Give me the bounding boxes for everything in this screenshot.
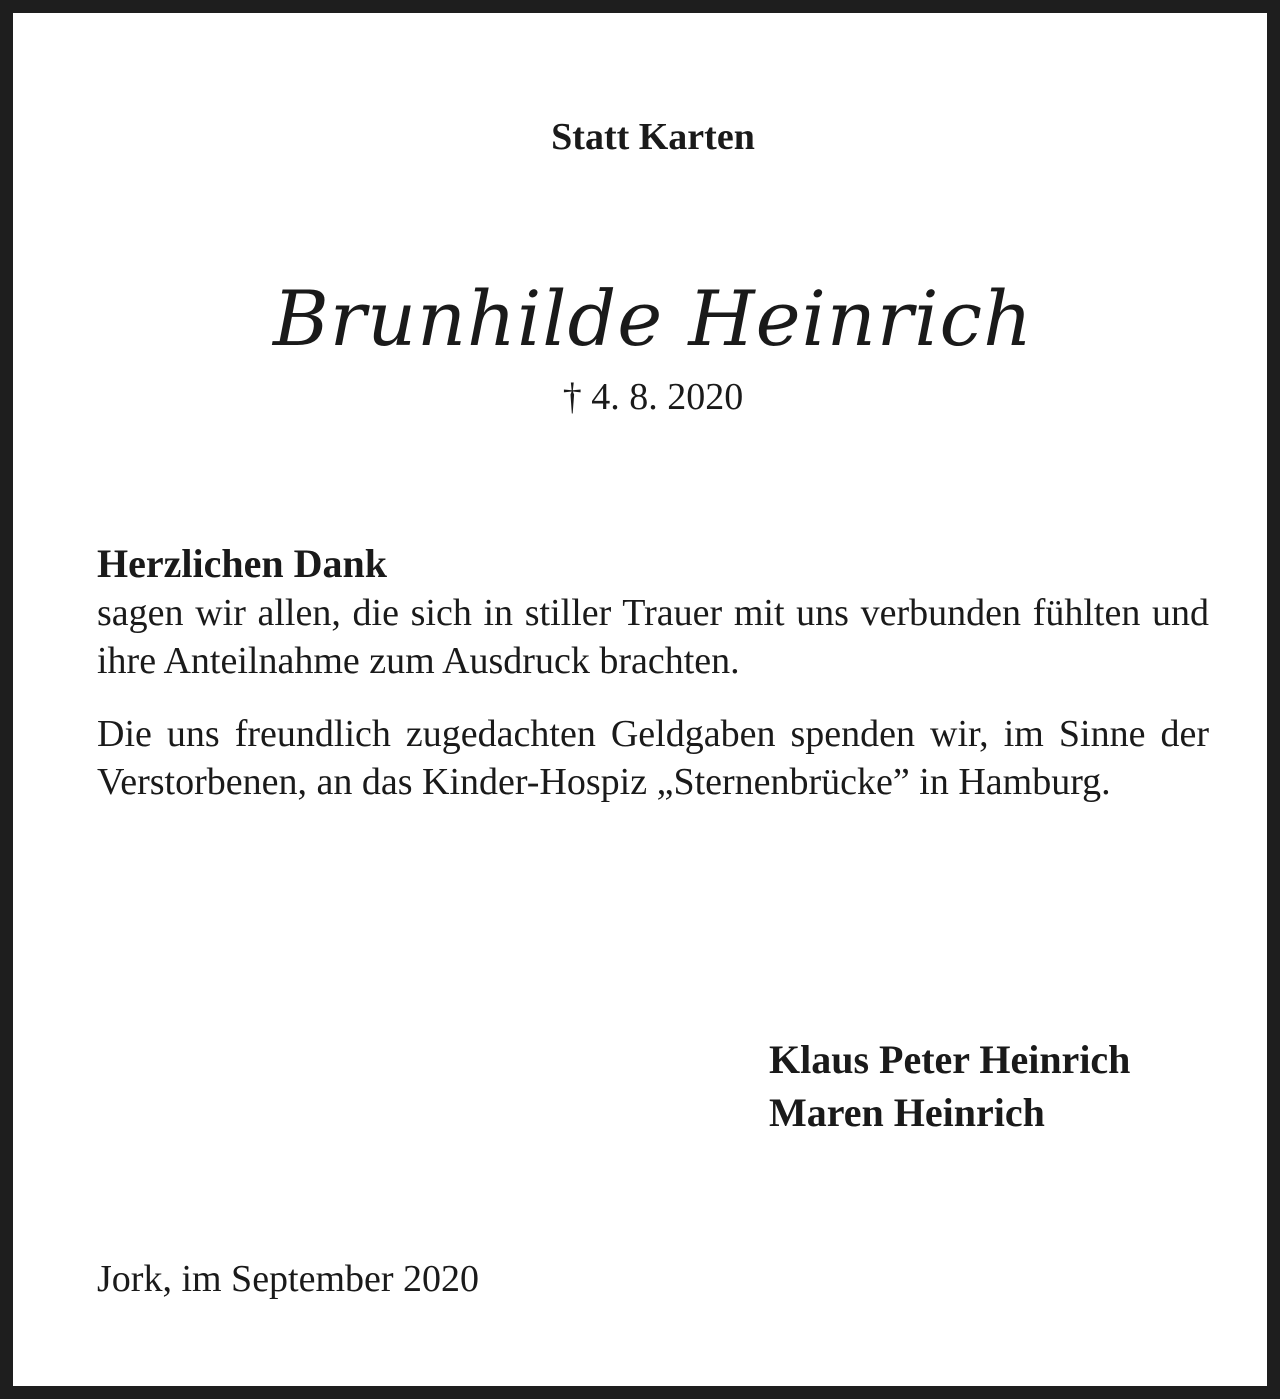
place-and-date: Jork, im September 2020 [97,1258,480,1300]
header-statt-karten: Statt Karten [551,116,755,158]
signer-name: Klaus Peter Heinrich [769,1037,1131,1082]
signer-name: Maren Heinrich [769,1090,1045,1135]
donation-paragraph: Die uns freundlich zugedachten Geldgaben spenden wir, im Sinne der Verstorbenen, an das Kinder-Hospiz „Sternenbrücke” in Hamburg. [97,713,1209,803]
thanks-section [97,539,1209,806]
thanks-paragraph: sagen wir allen, die sich in stiller Trauer mit uns verbunden fühlten und ihre Anteilnahme zum Ausdruck brachten. [97,592,1209,682]
death-date: † 4. 8. 2020 [562,376,744,418]
thanks-heading: Herzlichen Dank [97,541,387,586]
signers-block [769,1033,1130,1139]
deceased-name: Brunhilde Heinrich [272,274,1034,363]
